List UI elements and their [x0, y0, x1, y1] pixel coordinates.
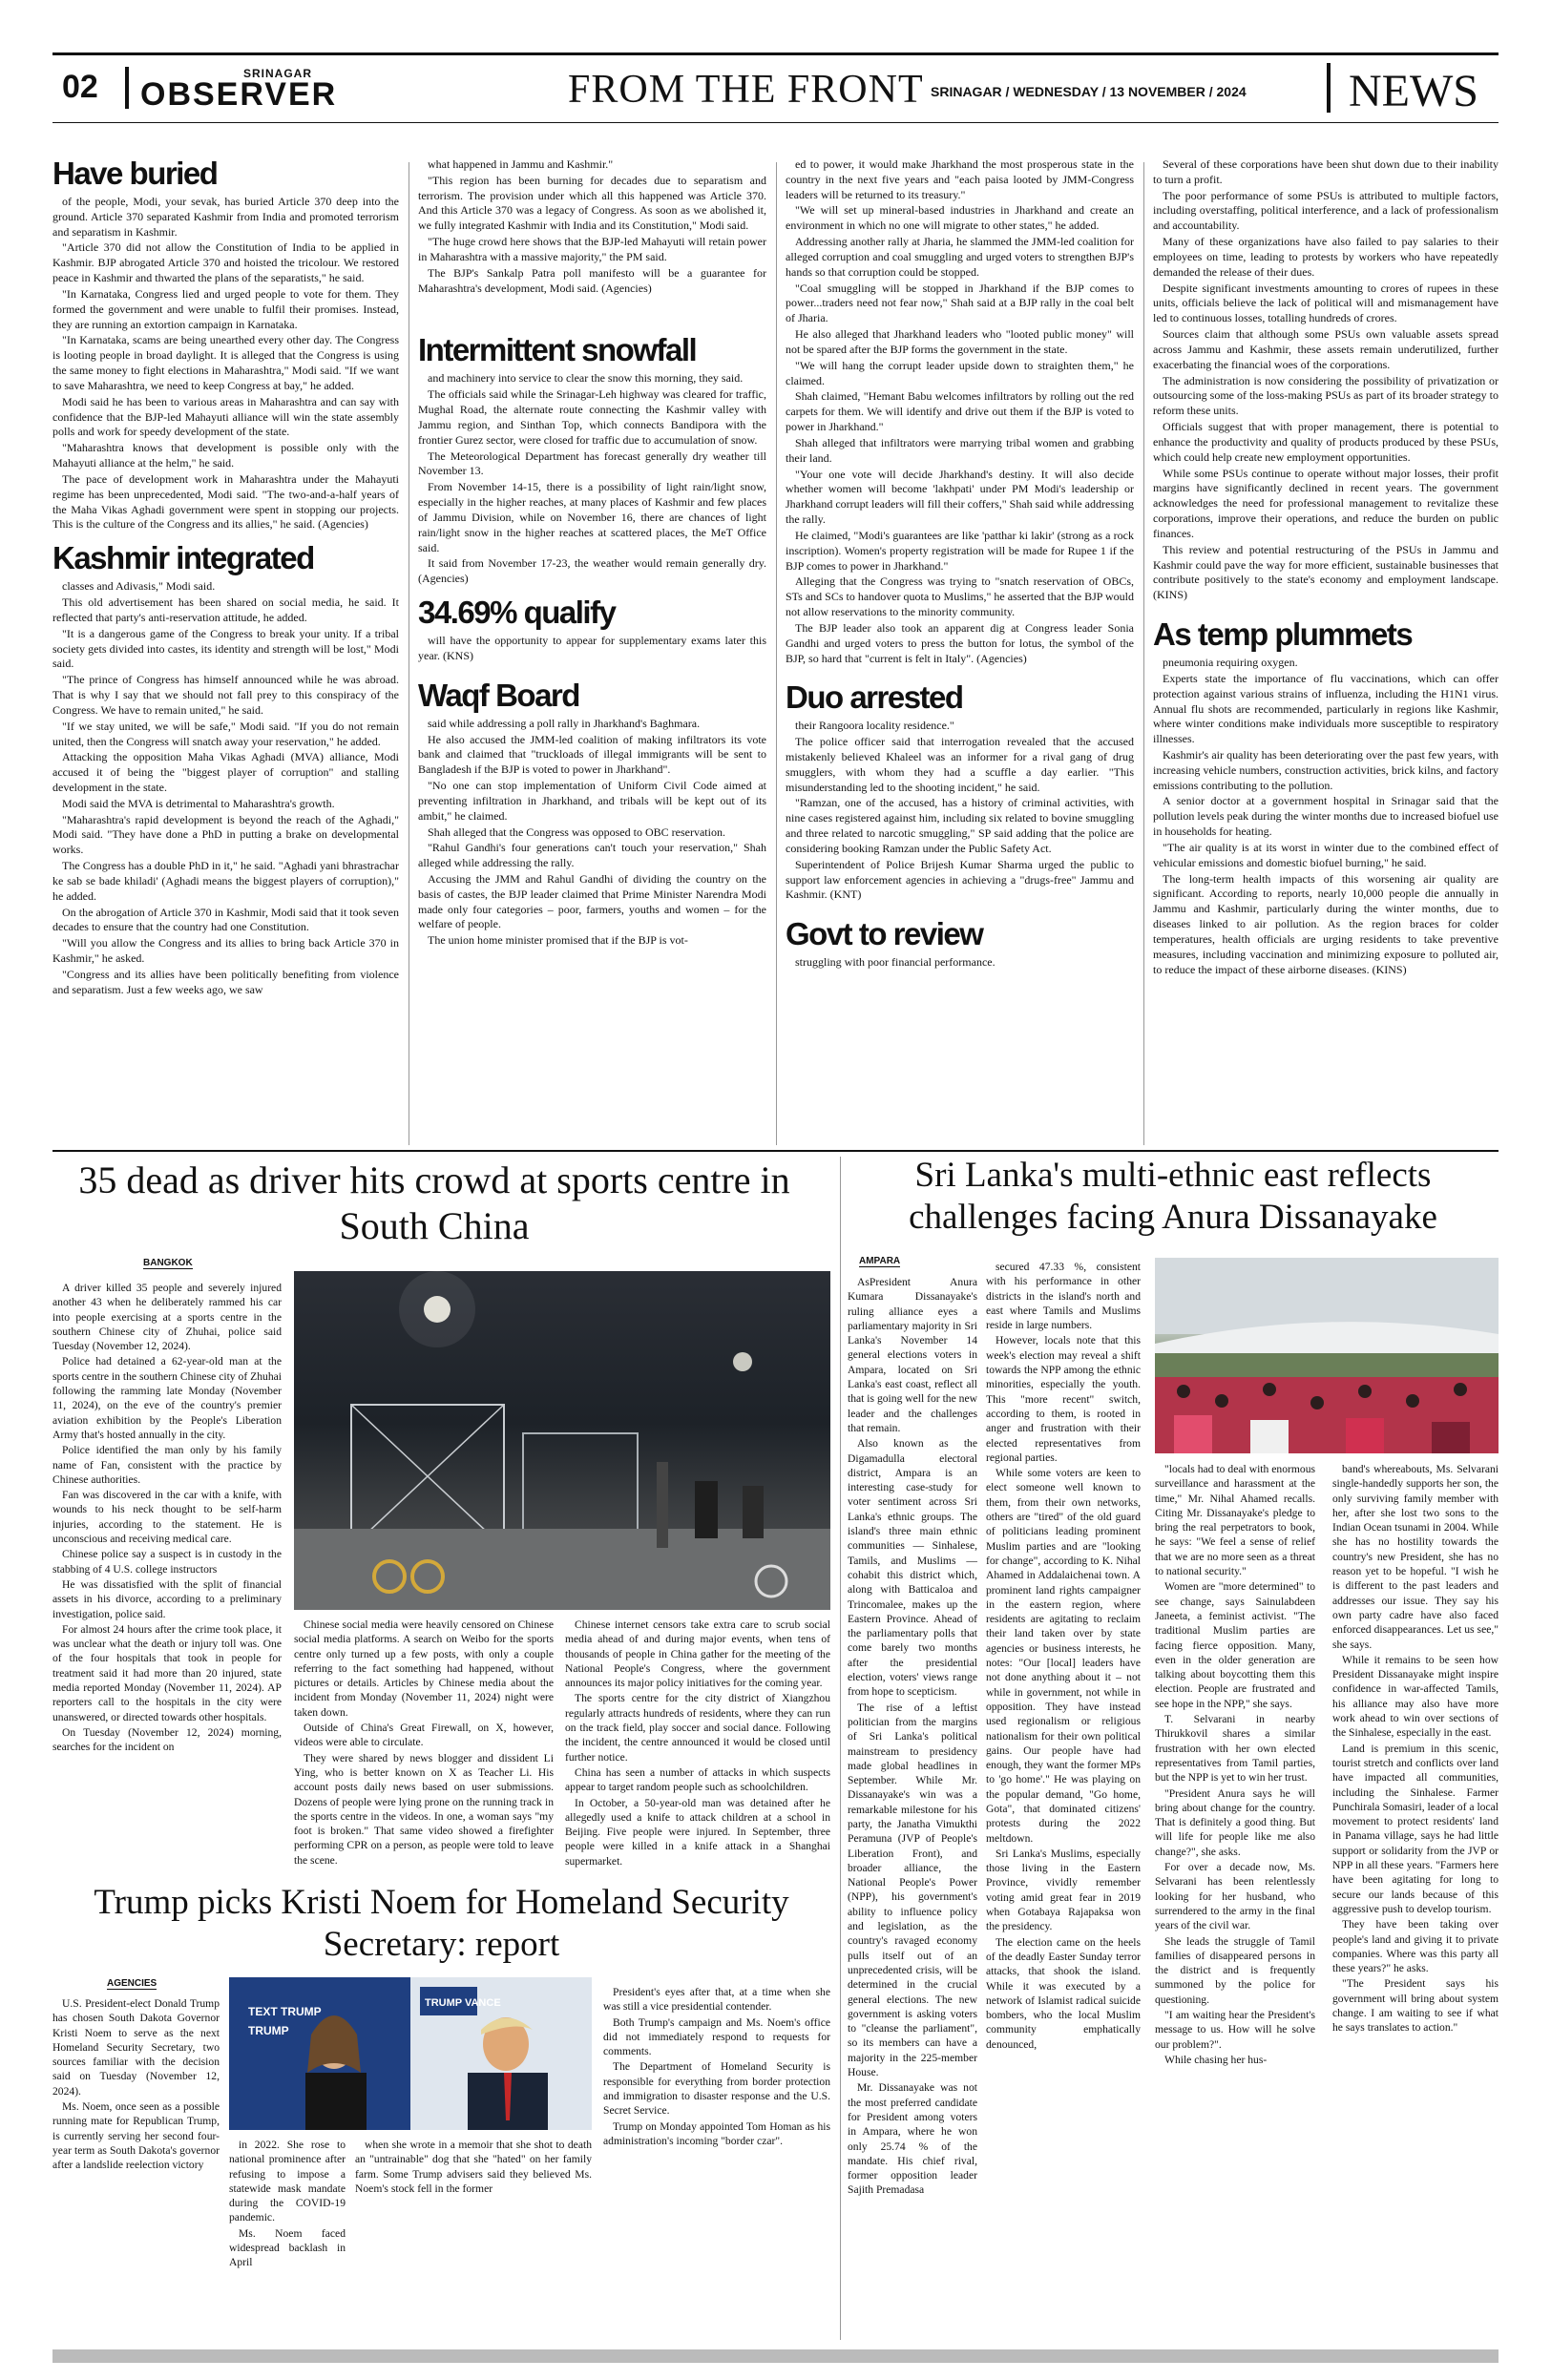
section-tag: NEWS — [1349, 66, 1478, 116]
china-headline: 35 dead as driver hits crowd at sports centre in South China — [78, 1159, 790, 1247]
paragraph: "In Karnataka, scams are being unearthed every other day. The Congress is looting people in broad daylight. It is alleged that the Congress is using the same money to fight elections in Maharashtra," Modi said. "If we want to save Maharashtra, we need to keep Congress at bay," he added. — [52, 333, 399, 392]
trump-column-1 — [52, 1996, 220, 2174]
paragraph: President's eyes after that, at a time when she was still a vice presidential contender. — [603, 1986, 830, 2014]
paragraph: classes and Adivasis," Modi said. — [62, 579, 216, 594]
paragraph: The pace of development work in Maharashtra under the Mahayuti regime has been unprecedented, Modi said. "The two-and-a-half years of the Maha Vikas Aghadi government were spent in stopping our projects. This is the culture of the Congress and its allies," he said. (Agencies) — [52, 471, 399, 532]
paragraph: Land is premium in this scenic, tourist stretch and conflicts over land have impacted all communities, including the Sinhalese. Farmer Punchirala Somasiri, leader of a local movement to protect residents' land in Panama village, says he had little support or solidarity from the JVP or NPP in all these years. "Farmers here have been agitating for long to secure our lands because of this aggressive push to develop tourism. — [1332, 1742, 1499, 1915]
lanka-headline: Sri Lanka's multi-ethnic east reflects challenges facing Anura Dissanayake — [909, 1156, 1437, 1238]
paragraph: "The air quality is at its worst in winter due to the combined effect of vehicular emissions and domestic biofuel burning," he said. — [1153, 840, 1499, 869]
paragraph: Trump on Monday appointed Tom Homan as his administration's incoming "border czar". — [603, 2119, 830, 2147]
paragraph: "We will set up mineral-based industries in Jharkhand and create an environment in which no one will migrate to other states," he added. — [786, 203, 1134, 233]
paragraph: The Congress has a double PhD in it," he said. "Aghadi yani bhrastrachar ke sab se bade khiladi' (Aghadi means the biggest players of corruption)," he added. — [52, 859, 399, 903]
column-1 — [52, 157, 399, 999]
paragraph: Shah alleged that the Congress was opposed to OBC reservation. — [428, 825, 725, 839]
paragraph: He also alleged that Jharkhand leaders who "looted public money" will not be spared after the BJP forms the government in the state. — [786, 327, 1134, 356]
paragraph: "Congress and its allies have been politically benefiting from violence and separatism. Just a few weeks ago, we saw — [52, 967, 399, 996]
paragraph: Alleging that the Congress was trying to "snatch reservation of OBCs, STs and SCs to handover quota to Muslims," he asserted that the BJP would not allow reservations to the minority community. — [786, 574, 1134, 619]
paragraph: This review and potential restructuring of the PSUs in Jammu and Kashmir could pave the way for more efficient, sustainable businesses that contribute positively to the state's economy and employment landscape. (KINS) — [1153, 542, 1499, 602]
headline-intermittent-snowfall: Intermittent snowfall — [418, 332, 697, 368]
paragraph: "No one can stop implementation of Uniform Civil Code aimed at preventing infiltration in Jharkhand, and tribals will be kept out of its ambit," he claimed. — [418, 779, 766, 823]
paragraph: T. Selvarani in nearby Thirukkovil shares a similar frustration with her own elected representatives from Tamil parties, but the NPP is yet to win her trust. — [1155, 1713, 1315, 1785]
paragraph: Both Trump's campaign and Ms. Noem's office did not immediately respond to requests for comments. — [603, 2015, 830, 2058]
column-rule — [776, 162, 777, 1145]
paragraph: "Ramzan, one of the accused, has a history of criminal activities, with nine cases registered against him, including six related to bovine smuggling and three related to narcotic smuggling," SP said adding that the police are considering booking Ramzan under the Public Safety Act. — [786, 796, 1134, 855]
paragraph: The officials said while the Srinagar-Leh highway was cleared for traffic, Mughal Road, the alternate route connecting the Kashmir valley with Jammu region, and Sinthan Top, which connects Bandipora with the frontier Gurez sector, were closed for traffic due to accumulation of snow. — [418, 387, 766, 447]
paragraph: "In Karnataka, Congress lied and urged people to vote for them. They formed the government and were unable to fulfil their promises. Instead, they are running an extortion campaign in Karnataka. — [52, 286, 399, 331]
paragraph: They were shared by news blogger and dissident Li Ying, who is better known on X as Teacher Li. His account posts daily news based on user submissions. Dozens of people were lying prone on the running track in the sports centre in the videos. In one, a woman says "my foot is broken." That same video showed a firefighter performing CPR on a person, as people were told to leave the scene. — [294, 1751, 554, 1867]
paragraph: Modi said the MVA is detrimental to Maharashtra's growth. — [62, 796, 335, 810]
china-dateline: BANGKOK — [143, 1258, 193, 1268]
paragraph: AsPresident Anura Kumara Dissanayake's ruling alliance eyes a parliamentary majority in Sri Lanka's November 14 general elections voters in Ampara, located on Sri Lanka's east coast, reflect all that is going well for the new leader and the challenges that remain. — [848, 1276, 977, 1434]
paragraph: what happened in Jammu and Kashmir." — [428, 157, 614, 171]
paragraph: Superintendent of Police Brijesh Kumar Sharma urged the public to support law enforcement agencies in achieving a "drugs-free" Jammu and Kashmir. (KNT) — [786, 857, 1134, 902]
paragraph: "If we stay united, we will be safe," Modi said. "If you do not remain united, then the Congress will snatch away your reservation," he added. — [52, 719, 399, 748]
paragraph: While some voters are keen to elect someone well known to them, from their own networks, others are "tired" of the old guard of politicians leading prominent Muslim parties and are "looking for change", according to K. Nihal Ahamed in Addalaichenai town. A prominent land rights campaigner in the eastern region, where residents are agitating to reclaim their land taken over by state agencies or business interests, he notes: "Our [local] leaders have not done anything about it – not while in government, not while in opposition. They have instead used regionalism or religious nationalism for their own political gains. Our people have had enough, they want the former MPs to 'go home'." He was playing on the popular demand, "Go home, Gota", that dominated citizens' protests during the 2022 meltdown. — [986, 1467, 1141, 1845]
paragraph: On Tuesday (November 12, 2024) morning, searches for the incident on — [52, 1725, 282, 1754]
paragraph: "It is a dangerous game of the Congress to break your unity. If a tribal society gets divided into castes, its identity and strength will be lost," Modi said. — [52, 626, 399, 671]
paragraph: Shah claimed, "Hemant Babu welcomes infiltrators by rolling out the red carpets for them. We will identify and drive out them if the BJP is voted to power in Jharkhand." — [786, 389, 1134, 434]
paragraph: Kashmir's air quality has been deteriorating over the past few years, with increasing vehicle numbers, construction activities, brick kilns, and factory emissions contributing to the pollution. — [1153, 747, 1499, 792]
paragraph: However, locals note that this week's election may reveal a shift towards the NPP among the ethnic minorities, especially the youth. This "more recent" switch, according to them, is rooted in anger and frustration with their elected representatives from regional parties. — [986, 1334, 1141, 1464]
paragraph: The BJP's Sankalp Patra poll manifesto will be a guarantee for Maharashtra's development, Modi said. (Agencies) — [418, 265, 766, 295]
paragraph: "locals had to deal with enormous surveillance and harassment at the time," Mr. Nihal Ahamed recalls. Citing Mr. Dissanayake's pledge to bring the real perpetrators to book, he says: "We feel a sense of relief that we are no more seen as a threat to national security." — [1155, 1463, 1315, 1578]
paragraph: He claimed, "Modi's guarantees are like 'patthar ki lakir' (strong as a rock inscription). Women's property registration will be made for Rupee 1 if the BJP comes to power in Jharkhand." — [786, 528, 1134, 573]
paragraph: "Maharashtra knows that development is possible only with the Mahayuti alliance at the helm," he said. — [52, 441, 399, 470]
headline-qualify: 34.69% qualify — [418, 595, 616, 631]
paragraph: struggling with poor financial performance. — [795, 955, 996, 970]
paragraph: their Rangoora locality residence." — [795, 719, 954, 733]
china-column-1 — [52, 1281, 282, 1756]
paragraph: Women are "more determined" to see change, says Sainulabdeen Janeeta, a feminist activist. "The traditional Muslim parties are facing fierce opposition. Many, even in the older generation are talking about boycotting them this election. People are frustrated and see hope in the NPP," she says. — [1155, 1580, 1315, 1710]
trump-column-3 — [355, 2138, 592, 2197]
paragraph: "Coal smuggling will be stopped in Jharkhand if the BJP comes to power...traders need not fear now," Shah said at a BJP rally in the coal belt of Jharia. — [786, 281, 1134, 325]
lanka-column-3 — [1155, 1462, 1315, 2068]
paragraph: Ms. Noem faced widespread backlash in April — [229, 2226, 346, 2269]
headline-as-temp-plummets: As temp plummets — [1153, 616, 1413, 653]
paragraph: "The President says his government will bring about system change. I am waiting to see if what he says translates to action." — [1332, 1977, 1499, 2035]
paragraph: The long-term health impacts of this worsening air quality are significant. According to reports, nearly 10,000 people die annually in Jammu and Kashmir, particularly during the winter months, due to diseases linked to air pollution. As the region braces for colder temperatures, health officials are urging residents to take preventive measures, including vaccination and minimizing exposure to polluted air, to reduce the impact of these airborne diseases. (KINS) — [1153, 871, 1499, 976]
paragraph: Modi said he has been to various areas in Maharashtra and can say with confidence that the BJP-led Mahayuti alliance will win the state assembly polls and work for speedy development of the state. — [52, 394, 399, 439]
paragraph: The election came on the heels of the deadly Easter Sunday terror attacks, that shook the island. While it was executed by a network of Islamist radical suicide bombers, who the local Muslim community emphatically denounced, — [986, 1935, 1141, 2051]
paragraph: On the abrogation of Article 370 in Kashmir, Modi said that it took seven decades to ensure that the country had one Constitution. — [52, 905, 399, 934]
paragraph: Shah alleged that infiltrators were marrying tribal women and grabbing their land. — [786, 435, 1134, 465]
paragraph: In October, a 50-year-old man was detained after he allegedly used a knife to attack children at a school in Beijing. Five people were injured. In September, three people were killed in a knife attack in a Shanghai supermarket. — [565, 1796, 830, 1868]
paragraph: "Maharashtra's rapid development is beyond the reach of the Aghadi," Modi said. "They have done a PhD in putting a brake on developmental works. — [52, 812, 399, 857]
china-column-3 — [565, 1618, 830, 1869]
paragraph: Ms. Noem, once seen as a possible running mate for Republican Trump, is currently serving her second four-year term as South Dakota's governor after a landslide reelection victory — [52, 2100, 220, 2172]
paragraph: The sports centre for the city district of Xiangzhou regularly attracts hundreds of residents, where they can run on the track field, play soccer and social dance. Following the incident, the centre announced it would be closed until further notice. — [565, 1692, 830, 1764]
paragraph: Many of these organizations have also failed to pay salaries to their employees on time, leading to protests by workers who have repeatedly demanded the release of their dues. — [1153, 235, 1499, 279]
paragraph: While some PSUs continue to operate without major losses, their profit margins have significantly declined in recent years. The government acknowledges the need for professional management to revitalize these corporations, improve their operations, and reduce the burden on public finances. — [1153, 466, 1499, 540]
paragraph: Despite significant investments amounting to crores of rupees in these units, officials believe the lack of political will and mismanagement have led to continuous losses, totalling hundreds of crores. — [1153, 281, 1499, 325]
lanka-column-1 — [848, 1275, 977, 2199]
paragraph: The administration is now considering the possibility of privatization or outsourcing some of the loss-making PSUs as part of its broader strategy to reform these units. — [1153, 373, 1499, 418]
dateline: SRINAGAR / WEDNESDAY / 13 NOVEMBER / 2024 — [931, 84, 1247, 99]
headline-have-buried: Have buried — [52, 156, 218, 191]
paragraph: pneumonia requiring oxygen. — [1163, 656, 1298, 670]
trump-noem-photo — [229, 1977, 592, 2130]
paragraph: The Meteorological Department has forecast generally dry weather till November 13. — [418, 449, 766, 478]
paragraph: Police identified the man only by his family name of Fan, consistent with the practice by Chinese authorities. — [52, 1444, 282, 1486]
paragraph: For almost 24 hours after the crime took place, it was unclear what the death or injury toll was. One of the four hospitals that took in people for treatment said it had more than 20 injured, state media reported Monday (November 11, 2024). AP reporters call to the hospitals in the city were unanswered, or directed towards other hospitals. — [52, 1622, 282, 1723]
masthead — [52, 52, 1499, 123]
paragraph: Chinese internet censors take extra care to scrub social media ahead of and during major events, when tens of thousands of people in China gather for the meeting of the National People's Congress, where the government announces its major policy initiatives for the coming year. — [565, 1618, 830, 1690]
lanka-dateline: AMPARA — [859, 1256, 901, 1266]
paragraph: will have the opportunity to appear for supplementary exams later this year. (KNS) — [418, 634, 766, 662]
paragraph: China has seen a number of attacks in which suspects appear to target random people such as schoolchildren. — [565, 1765, 830, 1794]
paragraph: Officials suggest that with proper management, there is potential to enhance the productivity and quality of products produced by these PSUs, which could help create new employment opportunities. — [1153, 420, 1499, 464]
paragraph: "The huge crowd here shows that the BJP-led Mahayuti will retain power in Maharashtra with a massive majority," the PM said. — [418, 235, 766, 263]
headline-waqf-board: Waqf Board — [418, 677, 579, 713]
paragraph: "Your one vote will decide Jharkhand's destiny. It will also decide whether women will become 'lakhpati' under PM Modi's leadership or Jharkhand corrupt leaders will fill their coffers," Shah said while addressing the rally. — [786, 467, 1134, 527]
paragraph: She leads the struggle of Tamil families of disappeared persons in the district and is frequently summoned by the police for questioning. — [1155, 1934, 1315, 2006]
paragraph: ed to power, it would make Jharkhand the most prosperous state in the country in the next five years and "each paisa looted by JMM-Congress leaders will be returned to its treasury." — [786, 157, 1134, 201]
paragraph: of the people, Modi, your sevak, has buried Article 370 deep into the ground. Article 370 separated Kashmir from India and promoted terrorism and separatism in Kashmir. — [52, 195, 399, 239]
column-rule — [1143, 162, 1144, 1145]
photo-sign-text: TRUMP — [248, 2024, 289, 2037]
section-title: FROM THE FRONT — [568, 68, 924, 112]
sports-centre-photo — [294, 1271, 830, 1610]
headline-govt-to-review: Govt to review — [786, 916, 983, 952]
page-number: 02 — [62, 69, 98, 105]
paragraph: A driver killed 35 people and severely injured another 43 when he deliberately rammed his car into people exercising at a sports centre in the southern Chinese city of Zhuhai, police said Tuesday (November 12, 2024). — [52, 1282, 282, 1353]
photo-sign-text: TEXT TRUMP — [248, 2005, 322, 2018]
paragraph: "Article 370 did not allow the Constitution of India to be applied in Kashmir. BJP abrogated Article 370 and hoisted the tricolour. We restored peace in Kashmir and thwarted the plans of the separatists," he said. — [52, 240, 399, 285]
trump-dateline: AGENCIES — [107, 1978, 157, 1989]
paragraph: He also accused the JMM-led coalition of making infiltrators its vote bank and claimed that "truckloads of illegal immigrants will be sent to Bangladesh if the BJP is voted to power in Jharkhand". — [418, 732, 766, 777]
paragraph: "President Anura says he will bring about change for the country. That is definitely a good thing. But will life for people like me also change?", she asks. — [1155, 1786, 1315, 1858]
column-2 — [418, 157, 766, 950]
paragraph: band's whereabouts, Ms. Selvarani single-handedly supports her son, the only surviving family member with her, after she lost two sons to the Indian Ocean tsunami in 2004. While she has no hostility towards the country's new President, she has no reason yet to be hopeful. "I wish he is different to the past leaders and addresses our issue. They say his own party cadre have also faced enforced disappearances. Let us see," she says. — [1332, 1463, 1499, 1651]
paragraph: and machinery into service to clear the snow this morning, they said. — [428, 371, 744, 386]
paragraph: He was dissatisfied with the split of financial assets in his divorce, according to a preliminary investigation, police said. — [52, 1577, 282, 1620]
paragraph: Several of these corporations have been shut down due to their inability to turn a profit. — [1153, 157, 1499, 186]
paragraph: From November 14-15, there is a possibility of light rain/light snow, especially in the higher reaches, at many places of Kashmir and few places of Jammu Division, while on November 16, there are chances of light rain/light snow in the higher reaches at scattered places, the MeT Office said. — [418, 480, 766, 554]
paragraph: "Will you allow the Congress and its allies to bring back Article 370 in Kashmir," he asked. — [52, 936, 399, 966]
column-4 — [1153, 157, 1499, 978]
column-3 — [786, 157, 1134, 971]
column-rule — [840, 1157, 841, 2340]
masthead-divider-right — [1327, 63, 1331, 113]
paragraph: "This region has been burning for decades due to separatism and terrorism. The provision under which all this happened was Article 370. And this Article 370 was a legacy of Congress. As soon as we abolished it, we fully integrated Kashmir with India and its Constitution," Modi said. — [418, 173, 766, 233]
paragraph: when she wrote in a memoir that she shot to death an "untrainable" dog that she "hated" on her family farm. Some Trump advisers said they believed Ms. Noem's stock fell in the former — [355, 2139, 592, 2195]
paragraph: Police had detained a 62-year-old man at the sports centre in the southern Chinese city of Zhuhai following the ramming late Monday (November 11, 2024), on the eve of the country's premier aviation exhibition by the People's Liberation Army that's hosted annually in the city. — [52, 1355, 282, 1441]
lanka-column-4 — [1332, 1462, 1499, 2036]
paragraph: "The prince of Congress has himself announced while he was abroad. That is why I say that we should not fall prey to this conspiracy of the Congress. We have to remain united," he said. — [52, 673, 399, 717]
paragraph: Outside of China's Great Firewall, on X, however, videos were able to circulate. — [294, 1722, 554, 1749]
trump-headline: Trump picks Kristi Noem for Homeland Security Secretary: report — [94, 1883, 789, 1965]
paragraph: The rise of a leftist politician from the margins of Sri Lanka's political mainstream to presidency made global headlines in September. While Mr. Dissanayake's win was a remarkable milestone for his party, the Janatha Vimukthi Peramuna (JVP of People's Liberation Front), and broader alliance, the National People's Power (NPP), his government's ability to influence policy and legislation, as the country's ravaged economy pulls itself out of an unprecedented crisis, will be determined in the crucial general elections. The new government is asking voters to "cleanse the parliament", so its members can have a majority in the 225-member House. — [848, 1701, 977, 2079]
headline-kashmir-integrated: Kashmir integrated — [52, 540, 314, 576]
paragraph: The poor performance of some PSUs is attributed to multiple factors, including overstaffing, political interference, and a lack of professionalism and accountability. — [1153, 188, 1499, 233]
paragraph: Fan was discovered in the car with a knife, with wounds to his neck thought to be self-harm injuries, according to the statement. He is unconscious and receiving medical care. — [52, 1489, 282, 1546]
photo-sign-text: TRUMP VANCE — [425, 1997, 501, 2009]
paragraph: Accusing the JMM and Rahul Gandhi of dividing the country on the basis of castes, the BJP leader claimed that Prime Minister Narendra Modi made only four categories – poor, farmers, youths and women – for the welfare of people. — [418, 871, 766, 931]
paragraph: This old advertisement has been shared on social media, he said. It reflected that party's anti-reservation attitude, he added. — [52, 595, 399, 624]
paragraph: U.S. President-elect Donald Trump has chosen South Dakota Governor Kristi Noem to serve as the next Homeland Security Secretary, two sources familiar with the decision said on Tuesday (November 12, 2024). — [52, 1997, 220, 2098]
paragraph: "I am waiting hear the President's message to us. How will he solve our problem?". — [1155, 2008, 1315, 2051]
trump-column-4 — [603, 1985, 830, 2149]
section-divider — [52, 1150, 1499, 1152]
footer-bar — [52, 2349, 1499, 2363]
paragraph: Sources claim that although some PSUs own valuable assets spread across Jammu and Kashmir, these assets remain underutilized, further exacerbating the financial woes of the corporations. — [1153, 327, 1499, 371]
paragraph: Addressing another rally at Jharia, he slammed the JMM-led coalition for alleged corruption and coal smuggling and urged voters to strengthen BJP's hands so that corruption could be stopped. — [786, 235, 1134, 279]
paragraph: Chinese police say a suspect is in custody in the stabbing of 4 U.S. college instructors — [52, 1548, 282, 1576]
logo-top: SRINAGAR — [243, 67, 313, 80]
paragraph: While chasing her hus- — [1164, 2053, 1268, 2066]
ampara-crowd-photo — [1155, 1258, 1499, 1453]
paragraph: The BJP leader also took an apparent dig at Congress leader Sonia Gandhi and urged voters to press the button for lotus, the symbol of the BJP, so hard that "current is felt in Italy". (Agencies) — [786, 620, 1134, 665]
paragraph: Attacking the opposition Maha Vikas Aghadi (MVA) alliance, Modi accused it of being the "biggest player of corruption" and stalling development in the state. — [52, 750, 399, 794]
paragraph: A senior doctor at a government hospital in Srinagar said that the pollution levels peak during the winter months due to increased biofuel use in households for heating. — [1153, 794, 1499, 839]
paragraph: They have been taking over people's land and giving it to private companies. Where was this party all these years?" he asks. — [1332, 1918, 1499, 1975]
paragraph: Experts state the importance of flu vaccinations, which can offer protection against various strains of influenza, including the H1N1 virus. Annual flu shots are recommended, particularly in regions like Kashmir, where winter conditions make individuals more susceptible to respiratory illnesses. — [1153, 671, 1499, 746]
paragraph: Also known as the Digamadulla electoral district, Ampara is an interesting case-study for voter sentiment across Sri Lanka's ethnic groups. The island's three main ethnic communities — Sinhalese, Tamils, and Muslims — cohabit this district which, along with Batticaloa and Trincomalee, makes up the Eastern Province. Ahead of the parliamentary polls that come barely two months after the presidential election, voters' views range from hope to scepticism. — [848, 1437, 977, 1699]
paragraph: "Rahul Gandhi's four generations can't touch your reservation," Shah alleged while addressing the rally. — [418, 841, 766, 870]
paragraph: It said from November 17-23, the weather would remain generally dry. (Agencies) — [418, 556, 766, 586]
paragraph: "We will hang the corrupt leader upside down to straighten them," he claimed. — [786, 358, 1134, 387]
paragraph: said while addressing a poll rally in Jharkhand's Baghmara. — [428, 716, 701, 730]
logo-main: OBSERVER — [140, 76, 338, 113]
paragraph: While it remains to be seen how President Dissanayake might inspire confidence in war-affected Tamils, his alliance may also have more work ahead to win over sections of the Sinhalese, especially in the east. — [1332, 1653, 1499, 1740]
paragraph: Sri Lanka's Muslims, especially those living in the Eastern Province, vividly remember voting amid great fear in 2019 when Gotabaya Rajapaksa won the presidency. — [986, 1847, 1141, 1933]
masthead-divider — [125, 67, 129, 109]
paragraph: Chinese social media were heavily censored on Chinese social media platforms. A search on Weibo for the sports centre only turned up a few posts, with only a couple referring to the fact something had happened, without pictures or details. Articles by Chinese media about the incident from Monday (November 11, 2024) night were taken down. — [294, 1618, 554, 1719]
paragraph: The union home minister promised that if the BJP is vot- — [428, 933, 688, 948]
lanka-column-2 — [986, 1260, 1141, 2053]
paragraph: The Department of Homeland Security is responsible for everything from border protection and immigration to disaster response and the U.S. Secret Service. — [603, 2060, 830, 2118]
paragraph: For over a decade now, Ms. Selvarani has been relentlessly looking for her husband, who surrendered to the army in the final years of the civil war. — [1155, 1861, 1315, 1932]
trump-column-2 — [229, 2138, 346, 2271]
china-column-2 — [294, 1618, 554, 1869]
paragraph: The police officer said that interrogation revealed that the accused mistakenly believed Khaleel was an informer for a rival gang of drug smugglers, with whom they had a scuffle a day earlier. "This misunderstanding led to the shooting incident," he said. — [786, 735, 1134, 794]
paragraph: secured 47.33 %, consistent with his performance in other districts in the island's north and east where Tamils and Muslims reside in large numbers. — [986, 1261, 1141, 1332]
headline-duo-arrested: Duo arrested — [786, 679, 963, 716]
paragraph: Mr. Dissanayake was not the most preferred candidate for President among voters in Ampara, where he won only 25.74 % of the mandate. His chief rival, former opposition leader Sajith Premadasa — [848, 2081, 977, 2197]
paragraph: in 2022. She rose to national prominence after refusing to impose a statewide mask mandate during the COVID-19 pandemic. — [229, 2139, 346, 2224]
